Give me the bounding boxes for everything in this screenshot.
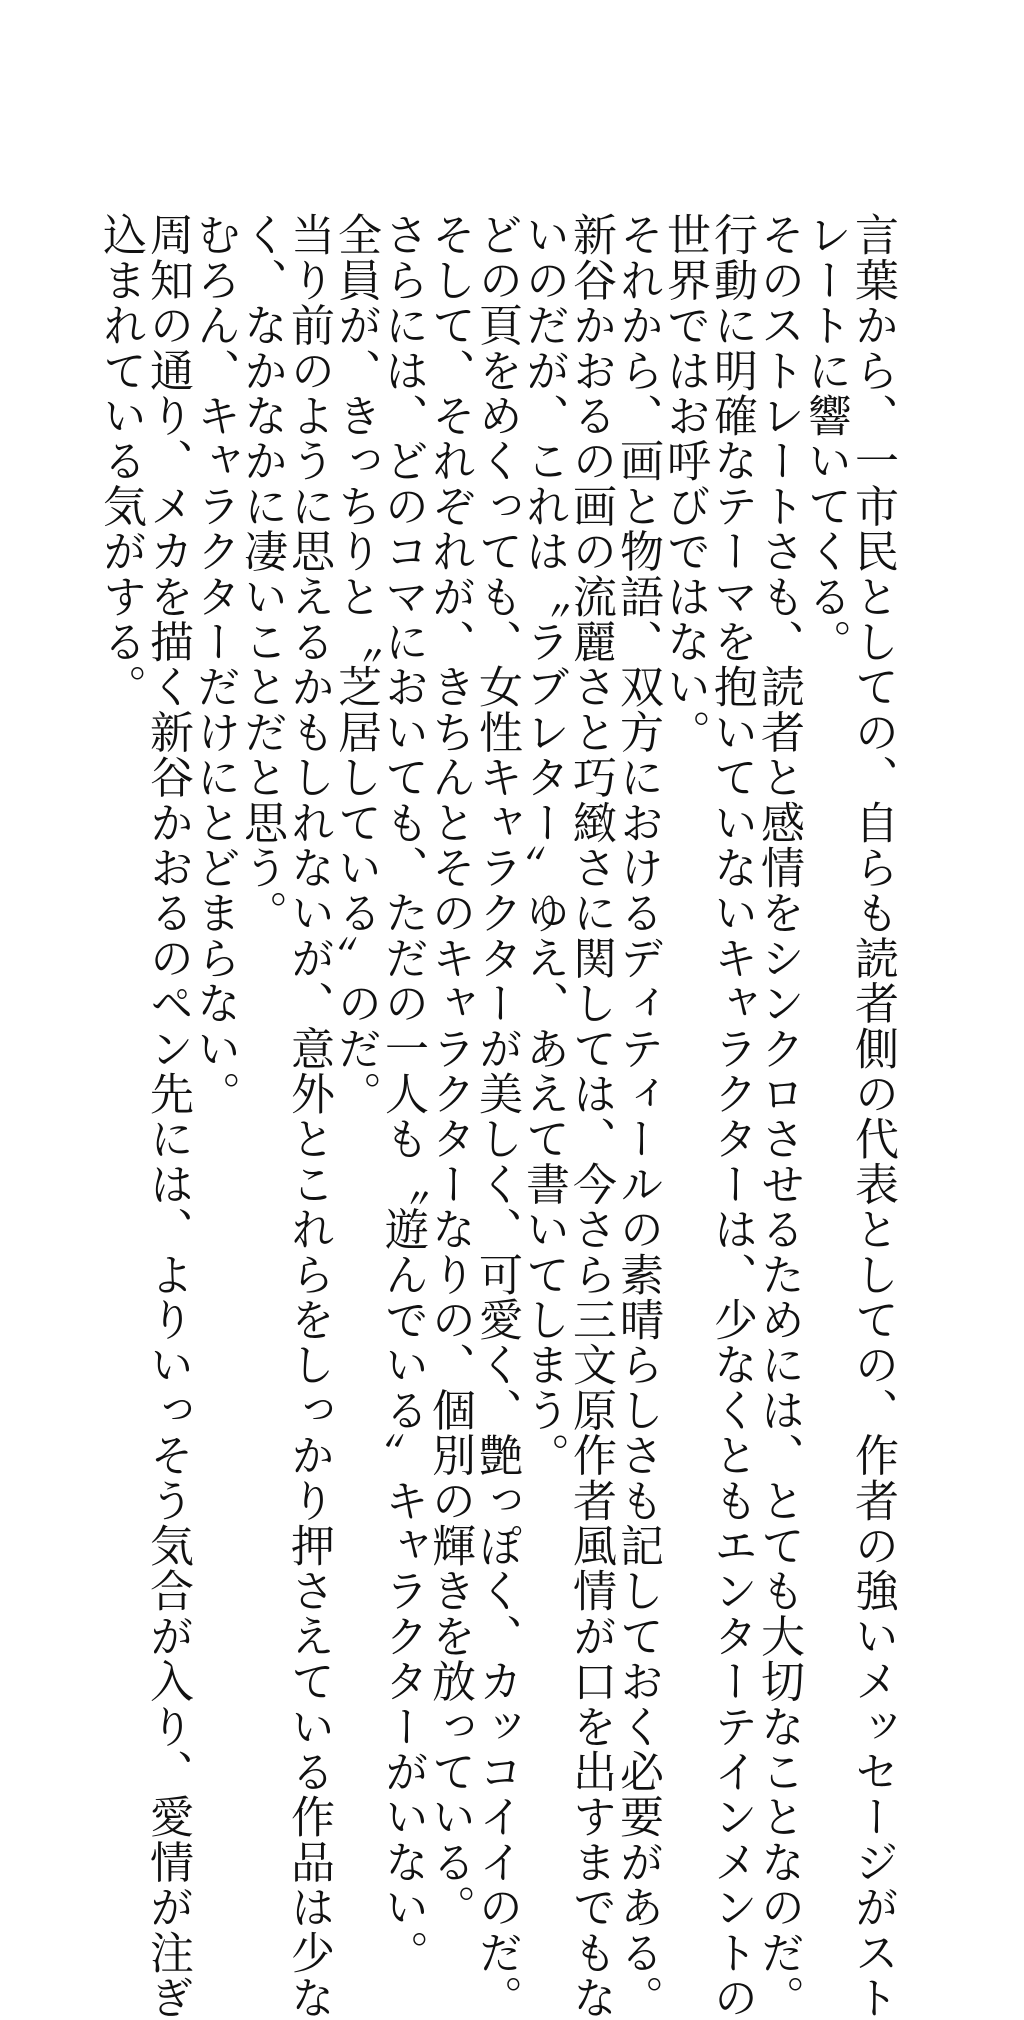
text-line: 新谷かおるの画の流麗さと巧緻さに関しては、今さら三文原作者風情が口を出すまでもな — [565, 212, 616, 2020]
text-line: 世界ではお呼びではない。 — [659, 212, 710, 755]
text-line: く、なかなかに凄いことだと思う。 — [236, 212, 287, 936]
text-line: さらには、どのコマにおいても、ただの一人も〝遊んでいる〟キャラクターがいない。 — [377, 212, 428, 1975]
text-line: それから、画と物語、双方におけるディティールの素晴らしさも記しておく必要がある。 — [612, 212, 663, 2020]
vertical-text-body — [95, 212, 898, 2020]
text-line: そして、それぞれが、きちんとそのキャラクターなりの、個別の輝きを放っている。 — [424, 212, 475, 1930]
text-line: レートに響いてくる。 — [800, 212, 851, 664]
text-line: 当り前のように思えるかもしれないが、意外とこれらをしっかり押さえている作品は少な — [283, 212, 334, 2020]
text-line: 言葉から、一市民としての、自らも読者側の代表としての、作者の強いメッセージがスト — [847, 212, 898, 2020]
text-line: 行動に明確なテーマを抱いていないキャラクターは、少なくともエンターテインメントの — [706, 212, 757, 2020]
text-line: 込まれている気がする。 — [95, 212, 146, 710]
text-line: どの頁をめくっても、女性キャラクターが美しく、可愛く、艶っぽく、カッコイイのだ。 — [471, 212, 522, 2020]
text-line: いのだが、これは〝ラブレター〟ゆえ、あえて書いてしまう。 — [518, 212, 569, 1478]
text-line: 周知の通り、メカを描く新谷かおるのペン先には、よりいっそう気合が入り、愛情が注ぎ — [142, 212, 193, 2020]
text-line: むろん、キャラクターだけにとどまらない。 — [189, 212, 240, 1116]
text-line: 全員が、きっちりと〝芝居している〟のだ。 — [330, 212, 381, 1116]
text-line: そのストレートさも、読者と感情をシンクロさせるためには、とても大切なことなのだ。 — [753, 212, 804, 2020]
